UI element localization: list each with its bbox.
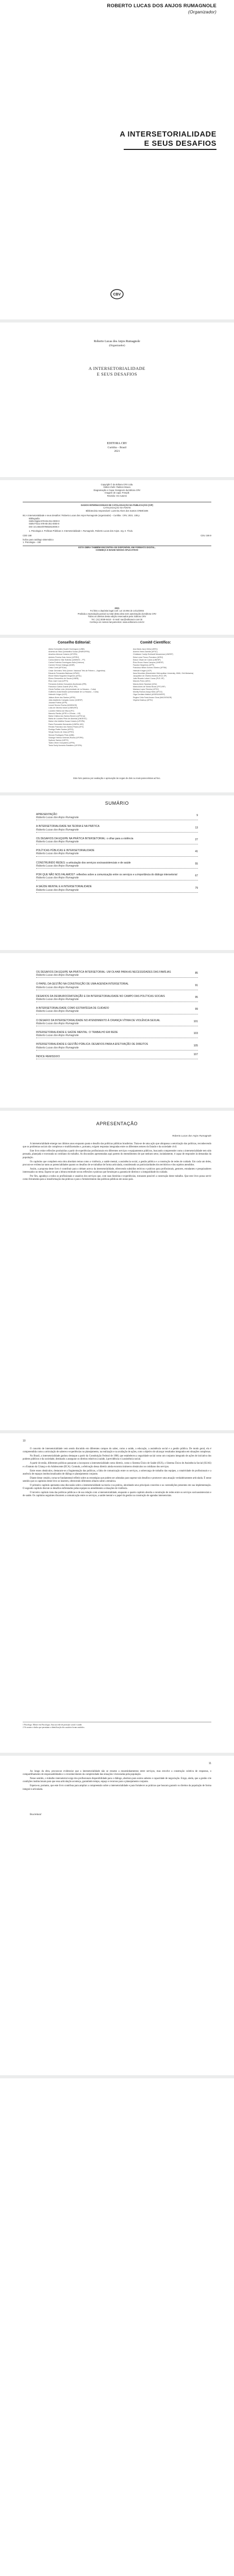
toc-entry bbox=[36, 971, 198, 978]
cip-doi: DOI 10.24824/978652510000.0 bbox=[29, 525, 59, 528]
editorial-council-list bbox=[48, 648, 126, 748]
title-page-year: 2021 bbox=[114, 450, 120, 453]
toc-entry-page: 27 bbox=[195, 838, 198, 842]
toc-entry-title: OS DESAFIOS DA EQUIPE NA PRÁTICA INTERSETORIAL: UM OLHAR PARA AS NECESSIDADES DAS FAMÍLIAS bbox=[36, 971, 171, 974]
toc-leader bbox=[36, 856, 198, 857]
scientific-committee-member: Christiane Carrijo Eckhardt Mouammar (UNESP) bbox=[133, 653, 173, 656]
toc-entry bbox=[36, 995, 198, 1002]
toc-entry-page: 91 bbox=[195, 984, 198, 987]
toc-entry bbox=[36, 813, 198, 820]
editorial-council-member: João Adalberto Campato Junior (UNESP) bbox=[48, 699, 83, 701]
toc-entry-author: Roberto Lucas dos Anjos Rumagnole bbox=[36, 1022, 79, 1025]
editorial-council-member: Maria Lília Imbiriba Sousa Colares (UFOPA) bbox=[48, 720, 85, 723]
paragraph: Por fim, agradeço a todos os profissionais e usuários dos serviços que, com suas histórias e experiências, tornaram possível a construção deste trabalho. Que este livro possa servir como ferramenta para a transformação das práticas e para o fortalecimento das políticas públicas em nosso país. bbox=[23, 1175, 211, 1181]
editorial-council-member: Lídia de Oliveira Xavier (UNIEURO) bbox=[48, 707, 78, 709]
toc-entry-title: A SAÚDE MENTAL E A INTERSETORIALIDADE bbox=[36, 885, 92, 889]
editorial-council-member: Anselmo Alencar Colares (UFOPA) bbox=[48, 653, 77, 656]
editorial-council-member: Maria de Lourdes Pinto de Almeida (UNOESC) bbox=[48, 718, 87, 720]
toc-entry-title: O DESAFIO DA INTERSETORIALIDADE NO ATENDIMENTO À CRIANÇA VÍTIMA DE VIOLÊNCIA SEXUAL bbox=[36, 1019, 160, 1022]
cip-cdd: CDD 158 bbox=[23, 534, 32, 537]
toc-entry bbox=[36, 1043, 198, 1050]
scientific-committee-member: Érico Bruno Viana Campos (UNESP) bbox=[133, 662, 164, 664]
editorial-council-member: Sydione Santos (UEPG) bbox=[48, 739, 69, 741]
toc-entry-title: DESAFIOS DA DESBUROCRATIZAÇÃO E DA INTERSETORIALIDADE NO CAMPO DAS POLÍTICAS SOCIAIS bbox=[36, 994, 165, 998]
rights-2: Proibida a reprodução parcial ou total desta obra sem autorização da Editora CRV bbox=[77, 612, 157, 615]
toc-entry bbox=[36, 1031, 198, 1038]
editorial-council-member: Carmen Tereza Velanga (UNIR) bbox=[48, 664, 75, 667]
cip-isbn-digital: ISBN Digital 978-65-251-0000-0 bbox=[29, 520, 60, 523]
cip-cdu: CDU 159.9 bbox=[200, 534, 211, 537]
editorial-council-member: Guillermo Arias Beatón (Universidade de La Havana – Cuba) bbox=[48, 691, 99, 693]
editorial-council-member: Francisco Carlos Duarte (PUC-PR) bbox=[48, 685, 77, 688]
toc-entry-author: Roberto Lucas dos Anjos Rumagnole bbox=[36, 840, 79, 844]
scientific-committee-member: Edson Olivari de Castro (UNESP) bbox=[133, 658, 161, 661]
editorial-council-member: Rodrigo Pratte-Santos (UFES) bbox=[48, 728, 74, 731]
body-text-11 bbox=[23, 1770, 211, 1792]
paragraph: Este livro reúne reflexões produzidas a partir de experiências profissionais em diferentes serviços e equipamentos públicos, buscando compreender como a intersetorialidade tem sido pensada, planejada e executada no cotidiano do trabalho. As discussões apresentadas aqui partem do entendimento de que nenhum setor, isoladamente, é capaz de responder às demandas da população. bbox=[23, 1150, 211, 1159]
scientific-committee-member: Fauston Negreiros (UFPI) bbox=[133, 664, 155, 667]
paragraph: Assim, a proposta deste livro é contribuir para o debate acerca da intersetorialidade, oferecendo subsídios teóricos e práticos para profissionais, gestores, estudantes e pesquisadores interessados no tema. Espera-se que a leitura estimule novas reflexões e práticas que fortaleçam a garantia de direitos e a integralidade do cuidado. bbox=[23, 1167, 211, 1174]
scientific-committee-member: Olga Ceciliato Mattioli (ASSIS/UNESP) bbox=[133, 693, 165, 696]
toc-entry-page: 13 bbox=[195, 826, 198, 829]
apresentacao-author: Roberto Lucas dos Anjos Rumagnole bbox=[172, 1134, 211, 1137]
sumario-page bbox=[0, 795, 234, 950]
editorial-council-member: Paulo Romualdo Hernandes (UNIFAL-MG) bbox=[48, 723, 84, 725]
editorial-council-member: Elione Maria Nogueira Diogenes (UFAL) bbox=[48, 675, 82, 677]
body-page-11 bbox=[0, 1756, 234, 2075]
toc-entry-title: POR QUE NÃO NOS FALAMOS?: reflexões sobre a comunicação entre os serviços e a importância do diálogo intersetorial bbox=[36, 873, 177, 877]
editorial-council-member: Carlos Alberto Vilar Estêvão (UMINHO – PT) bbox=[48, 658, 86, 661]
scientific-committee-member: Regina Célia Faria Amaro Giora (MACKENZIE) bbox=[133, 696, 172, 699]
colophon-year: 2021 bbox=[114, 607, 120, 609]
copyright-line: Copyright © da Editora CRV Ltda. bbox=[101, 483, 133, 486]
toc-entry-author: Roberto Lucas dos Anjos Rumagnole bbox=[36, 864, 79, 868]
editorial-council-member: Carlos Federico Dominguez Avila (Unieuro) bbox=[48, 662, 85, 664]
closing-line: Boa leitura! bbox=[30, 1814, 42, 1816]
editorial-council-member: Andréia da Silva Quintanilha Sousa (UNIR/UFRN) bbox=[48, 651, 90, 653]
scientific-committee-member: Virgínia Kastrup (UFRJ) bbox=[133, 699, 153, 701]
title-page-org: (Organizador) bbox=[109, 344, 125, 347]
scientific-committee-member: Jacqueline de Oliveira Moreira (PUC-SP) bbox=[133, 675, 167, 677]
paragraph: Os capítulos que compõem esta obra abordam temas como a violência, a saúde mental, a assistência social, a gestão pública e a construção de redes de cuidado. Em cada um deles, procura-se evidenciar tanto as potencialidades quanto os desafios de se trabalhar de forma articulada, considerando as particularidades dos territórios e dos sujeitos atendidos. bbox=[23, 1160, 211, 1166]
rights-1: Foi feito o depósito legal conf. Lei 10.994 de 14/12/2004 bbox=[90, 609, 144, 613]
editorial-council-member: Simone Rodrigues Pinto (UNB) bbox=[48, 734, 74, 736]
toc-entry-page: 79 bbox=[195, 886, 198, 890]
toc-entry-title: A INTERSETORIALIDADE COMO ESTRATÉGIA DE CUIDADO bbox=[36, 1007, 109, 1010]
editorial-council-member: Jailson Alves dos Santos (UFRJ) bbox=[48, 696, 76, 699]
toc-entry bbox=[36, 861, 198, 869]
sumario-heading: SUMÁRIO bbox=[105, 801, 129, 806]
paragraph: Espera-se, portanto, que este livro contribua para ampliar a compreensão sobre a intersetorialidade e para fortalecer as práticas que buscam garantir os direitos da população de forma integral e articulada. bbox=[23, 1785, 211, 1791]
cip-isbn-physical: ISBN Físico 978-65-251-0000-0 bbox=[29, 522, 60, 526]
toc-entry-page: 41 bbox=[195, 850, 198, 854]
title-page-author: Roberto Lucas dos Anjos Rumagnole bbox=[94, 340, 140, 343]
toc-entry-title: APRESENTAÇÃO bbox=[36, 813, 57, 816]
colophon-line-4: Revisão: Os Autores bbox=[107, 494, 127, 497]
paragraph: A intersetorialidade emerge nos últimos anos enquanto pauta e desafio das políticas públicas brasileiras. Trata-se de uma ação que ultrapassa a setorização das políticas, reconhecendo que os problemas sociais são complexos e multifacetados e, portanto, exigem respostas integradas entre os diferentes setores do Estado e da sociedade civil. bbox=[23, 1143, 211, 1149]
scientific-committee-member: Maria Alves de Toledo Bruns (FFCLRP) bbox=[133, 685, 165, 688]
toc-entry-title: POLÍTICAS PÚBLICAS E INTERSETORIALIDADE bbox=[36, 849, 95, 853]
paragraph: O terceiro capítulo trata das políticas públicas e de sua relação com a intersetorialidade, enquanto o quarto capítulo aborda a construção de redes entre os serviços socioassistenciais e de saúde. Os capítulos seguintes discutem a comunicação entre os serviços, a saúde mental e o papel da gestão na construção de agendas intersetoriais. bbox=[23, 1492, 211, 1498]
editorial-council-member: Marcelo Paixão (UFRJ e UTexas – US) bbox=[48, 712, 81, 715]
toc-entry-title: INTERSETORIALIDADE E SAÚDE MENTAL: O TRABALHO EM REDE bbox=[36, 1031, 118, 1035]
colophon-line-2: Diagramação e Capa: Designers da Editora CRV bbox=[93, 488, 141, 492]
editorial-council-member: Aldira Guimarães Duarte Domínguez (UNB) bbox=[48, 648, 85, 650]
scientific-committee-member: Monilly Ramos Araujo Melo (UFCG) bbox=[133, 691, 163, 693]
publisher-logo bbox=[110, 289, 124, 300]
toc-entry bbox=[36, 885, 198, 892]
body-text-10 bbox=[23, 1448, 211, 1499]
toc-entry-title: ÍNDICE REMISSIVO bbox=[36, 1055, 60, 1058]
toc-entry-author: Roberto Lucas dos Anjos Rumagnole bbox=[36, 1010, 79, 1013]
toc-entry-page: 67 bbox=[195, 874, 198, 878]
editorial-council-member: Cesar Gerónimo Tello (Univer. Nacional Três de Febrero – Argentina) bbox=[48, 669, 105, 672]
page-number: 11 bbox=[208, 1762, 211, 1765]
colophon-line-1: Editor-chefe: Railson Moura bbox=[104, 486, 130, 489]
scientific-committee-member: Andrea Vieira Zanella (UFSC) bbox=[133, 651, 158, 653]
cip-bib: Bibliografia bbox=[29, 517, 40, 520]
app-notice: CONHEÇA E BAIXE NOSSO APLICATIVO! bbox=[95, 549, 139, 552]
toc-entry-author: Roberto Lucas dos Anjos Rumagnole bbox=[36, 986, 79, 989]
cip-subjects: 1. Psicologia 2. Políticas Públicas 3. Intersetorialidade I. Rumagnole, Roberto Lucas dos Anjos. org. II. Título. bbox=[29, 530, 133, 533]
scientific-committee-member: Helmuth Krüger (UCP) bbox=[133, 669, 152, 672]
toc-entry-author: Roberto Lucas dos Anjos Rumagnole bbox=[36, 998, 79, 1002]
sumario-list-2 bbox=[36, 971, 198, 1064]
editorial-boards-page bbox=[0, 638, 234, 792]
svg-text:CBV: CBV bbox=[113, 293, 121, 297]
toc-entry-author: Roberto Lucas dos Anjos Rumagnole bbox=[36, 876, 79, 880]
footnote: 1 Psicólogo. Mestre em Psicologia. Atua na rede de proteção social e saúde. bbox=[23, 1724, 82, 1726]
cip-ref: I61 A intersetorialidade e seus desafios / Roberto Lucas dos Anjos Rumagnole (organizador) – Curitiba : CRV, 2021. 108 p. bbox=[23, 514, 140, 517]
paragraph: No Brasil, a intersetorialidade ganhou destaque a partir da Constituição Federal de 1988, que estabeleceu a seguridade social como um conjunto integrado de ações de iniciativa dos poderes públicos e da sociedade, destinado a assegurar os direitos relativos à saúde, à previdência e à assistência social. bbox=[23, 1455, 211, 1461]
toc-entry-page: 55 bbox=[195, 862, 198, 866]
paragraph: O conceito de intersetorialidade vem sendo discutido em diferentes campos do saber, como a saúde, a educação, a assistência social e a gestão pública. De modo geral, ela é compreendida como a articulação de saberes e experiências no planejamento, na realização e na avaliação de ações, com o objetivo de alcançar resultados integrados em situações complexas. bbox=[23, 1448, 211, 1454]
toc-entry-author: Roberto Lucas dos Anjos Rumagnole bbox=[36, 1046, 79, 1049]
toc-entry-author: Roberto Lucas dos Anjos Rumagnole bbox=[36, 974, 79, 977]
scientific-committee-member: Ilana Mountian (Manchester Metropolitan University, MMU, Grã-Bretanha) bbox=[133, 672, 194, 674]
title-page-title: A INTERSETORIALIDADE bbox=[88, 366, 146, 371]
paragraph: Diante desse cenário, torna-se fundamental refletir sobre as estratégias que podem ser adotadas para superar tais desafios e promover uma atuação verdadeiramente articulada. É nesse sentido que os capítulos deste livro se inserem, oferecendo diferentes olhares sobre a temática. bbox=[23, 1477, 211, 1483]
sumario-list bbox=[36, 813, 198, 897]
toc-entry-title: A INTERSETORIALIDADE NA TEORIA E NA PRÁTICA bbox=[36, 825, 99, 828]
toc-entry-page: 85 bbox=[195, 972, 198, 975]
scientific-committee-member: Edna Lúcia Tinoco Ponciano (UERJ) bbox=[133, 656, 163, 658]
apresentacao-text bbox=[23, 1143, 211, 1182]
toc-entry-author: Roberto Lucas dos Anjos Rumagnole bbox=[36, 828, 79, 832]
peer-review-note: Este livro passou por avaliação e aprovação às cegas de dois ou mais pareceristas ad hoc. bbox=[73, 777, 161, 779]
toc-entry bbox=[36, 1019, 198, 1026]
apresentacao-page bbox=[0, 1111, 234, 1430]
toc-entry bbox=[36, 837, 198, 844]
editorial-council-member: Fernando Antônio Gonçalves Alcoforado (IPB) bbox=[48, 683, 87, 685]
toc-leader bbox=[36, 892, 198, 893]
editorial-council-member: Gloria Fariñas León (Universidade de La Havana – Cuba) bbox=[48, 688, 96, 691]
toc-entry-page: 99 bbox=[195, 1008, 198, 1011]
toc-entry-page: 107 bbox=[193, 1053, 198, 1056]
title-page bbox=[0, 323, 234, 477]
toc-entry-author: Roberto Lucas dos Anjos Rumagnole bbox=[36, 888, 79, 892]
rights-4: Tel.: (41) 3039-6418 – E-mail: sac@editoracrv.com.br bbox=[91, 618, 143, 621]
cip-title: DADOS INTERNACIONAIS DE CATALOGAÇÃO NA PUBLICAÇÃO (CIP) bbox=[81, 504, 153, 506]
scientific-committee-member: Marcia Alves Tassinari (USU) bbox=[133, 683, 157, 685]
scientific-committee-member: Ana Maria Jacó-Vilela (UERJ) bbox=[133, 648, 158, 650]
editorial-council-member: Maria Cristina dos Santos Bezerra (UFSCar) bbox=[48, 715, 86, 718]
title-page-place: Curitiba – Brasil bbox=[107, 446, 127, 449]
scientific-committee-member: Mariana Lopez Teixeira (UFSC) bbox=[133, 688, 159, 691]
editorial-council-member: Josania Portela (UFPI) bbox=[48, 702, 68, 704]
toc-entry-page: 9 bbox=[196, 814, 198, 818]
toc-entry bbox=[36, 825, 198, 832]
toc-entry bbox=[36, 1007, 198, 1014]
paragraph: Entre esses obstáculos, destacam-se a fragmentação das políticas, a falta de comunicação entre os serviços, a sobrecarga de trabalho das equipes, a rotatividade de profissionais e a ausência de espaços institucionalizados de diálogo e planejamento conjunto. bbox=[23, 1469, 211, 1476]
toc-entry-author: Roberto Lucas dos Anjos Rumagnole bbox=[36, 1034, 79, 1038]
scientific-committee-list bbox=[133, 648, 210, 702]
toc-entry bbox=[36, 982, 198, 990]
apresentacao-heading: APRESENTAÇÃO bbox=[96, 1121, 138, 1126]
toc-entry-title: INTERSETORIALIDADE E GESTÃO PÚBLICA: DESAFIOS PARA A EFETIVAÇÃO DE DIREITOS bbox=[36, 1043, 148, 1046]
editorial-council-member: Sérgio Nunes de Jesus (IFRO) bbox=[48, 731, 74, 734]
cover-page bbox=[0, 0, 234, 319]
rights-5: Conheça os nossos lançamentos: www.editoracrv.com.br bbox=[89, 621, 145, 624]
toc-leader bbox=[36, 832, 198, 833]
title-page-title2: E SEUS DESAFIOS bbox=[96, 371, 138, 377]
title-page-publisher: EDITORA CRV bbox=[107, 442, 127, 445]
toc-entry-author: Roberto Lucas dos Anjos Rumagnole bbox=[36, 852, 79, 856]
toc-entry-page: 95 bbox=[195, 996, 198, 999]
cover-title: A INTERSETORIALIDADE E SEUS DESAFIOS bbox=[120, 130, 216, 148]
toc-entry-page: 105 bbox=[193, 1044, 198, 1047]
scientific-committee-member: João Ricardo Lebert Cozac (PUC-SP) bbox=[133, 677, 164, 680]
editorial-council-member: Renato Francisco dos Santos Paula (UFG) bbox=[48, 725, 84, 728]
footnotes-10 bbox=[23, 1722, 211, 1729]
page-number: 10 bbox=[23, 1439, 26, 1443]
editorial-council-title: Conselho Editorial: bbox=[58, 641, 91, 645]
editorial-council-member: Eduardo Fernandes Barbosa (UFMG) bbox=[48, 672, 80, 674]
toc-leader bbox=[36, 977, 198, 978]
editorial-council-member: Elizeu Clementino de Souza (UNEB) bbox=[48, 677, 79, 680]
editorial-council-member: Tania Suely Azevedo Brasileiro (UFOPA) bbox=[48, 744, 82, 747]
colophon-page bbox=[0, 480, 234, 635]
cip-librarian: Bibliotecária responsável: Luzenira Alves dos Santos CRB9/1506 bbox=[86, 509, 148, 512]
toc-entry bbox=[36, 849, 198, 856]
paragraph: Ao longo da obra, procura-se evidenciar que a intersetorialidade não se resume a encaminhamentos entre serviços, mas envolve a construção coletiva de respostas, o compartilhamento de responsabilidades e o reconhecimento da complexidade das situações vivenciadas pela população. bbox=[23, 1770, 211, 1776]
editorial-council-member: Lourdes Helena da Silva (UFV) bbox=[48, 709, 74, 712]
paragraph: Nesse sentido, o trabalho intersetorial exige dos profissionais disponibilidade para o diálogo, abertura para outros saberes e capacidade de negociação. Exige, ainda, que a gestão crie condições institucionais para que essa articulação aconteça, garantindo tempo, espaço e recursos para o planejamento conjunto. bbox=[23, 1777, 211, 1784]
toc-entry-title: O PAPEL DA GESTÃO NA CONSTRUÇÃO DE UMA AGENDA INTERSETORIAL bbox=[36, 982, 129, 986]
paragraph: O primeiro capítulo apresenta uma discussão sobre a intersetorialidade na teoria e na prática, abordando seus principais conceitos e as contradições presentes em sua implementação. O segundo capítulo discute os desafios enfrentados pelas equipes no atendimento a situações de violência. bbox=[23, 1484, 211, 1490]
editorial-council-member: Solange Helena Ximenes-Rocha (UFOPA) bbox=[48, 736, 83, 739]
toc-entry-page: 103 bbox=[193, 1032, 198, 1036]
cip-index-1: 1. Psicologia – 150 bbox=[23, 541, 41, 544]
editorial-council-member: Tadeu Oliver Gonçalves (UFPA) bbox=[48, 742, 75, 744]
scientific-committee-member: Marcelo Porto (UEG) bbox=[133, 680, 151, 683]
rights-3: Todos os direitos desta edição reservados pela: Editora CRV bbox=[88, 615, 146, 618]
toc-entry-title: CONSTRUINDO REDES: a articulação dos serviços socioassistenciais e de saúde bbox=[36, 861, 131, 865]
editorial-council-member: Antônio Pereira Gaio Júnior (UFRRJ) bbox=[48, 656, 79, 658]
cover-divider bbox=[124, 149, 216, 150]
blank-page bbox=[0, 2078, 234, 2576]
footnote: 2 Os nomes e dados que permitam a identificação dos usuários foram omitidos. bbox=[23, 1726, 85, 1728]
cover-org: (Organizador) bbox=[188, 9, 216, 14]
scientific-committee-member: Francisco Nilton Gomes Oliveira (UFSM) bbox=[133, 667, 167, 669]
editorial-council-member: Helmuth Krüger (UCP) bbox=[48, 693, 68, 696]
toc-leader bbox=[36, 868, 198, 869]
toc-entry bbox=[36, 1055, 198, 1059]
toc-entry-author: Roberto Lucas dos Anjos Rumagnole bbox=[36, 816, 79, 820]
digital-notice: ESTA OBRA TAMBÉM ENCONTRA-SE DISPONÍVEL EM FORMATO DIGITAL. bbox=[78, 546, 156, 549]
colophon-line-3: Imagem de capa: Freepik bbox=[105, 492, 129, 495]
cover-author: ROBERTO LUCAS DOS ANJOS RUMAGNOLE (Organizador) bbox=[107, 3, 216, 14]
paragraph: A partir de então, diferentes políticas passaram a incorporar a intersetorialidade como diretriz, como o Sistema Único de Saúde (SUS), o Sistema Único de Assistência Social (SUAS) e o Estatuto da Criança e do Adolescente (ECA). Contudo, a efetivação dessa diretriz ainda encontra inúmeros obstáculos no cotidiano dos serviços. bbox=[23, 1462, 211, 1468]
toc-entry bbox=[36, 873, 198, 880]
toc-entry-title: OS DESAFIOS DA EQUIPE NA PRÁTICA INTERSETORIAL: o olhar para a violência bbox=[36, 837, 133, 840]
editorial-council-member: Élsio José Corá (UFFS) bbox=[48, 680, 68, 683]
cip-index-title: Índice para catálogo sistemático bbox=[23, 538, 54, 541]
editorial-council-member: Leonel Severo Rocha (UNISINOS) bbox=[48, 704, 77, 707]
editorial-council-member: Celso Conti (UFSCar) bbox=[48, 667, 66, 669]
cip-sub: CATALOGAÇÃO NA FONTE bbox=[103, 506, 131, 510]
sumario-page-2 bbox=[0, 953, 234, 1108]
scientific-committee-title: Comitê Científico: bbox=[140, 641, 171, 645]
toc-entry-page: 101 bbox=[193, 1020, 198, 1023]
body-page-10 bbox=[0, 1433, 234, 1753]
